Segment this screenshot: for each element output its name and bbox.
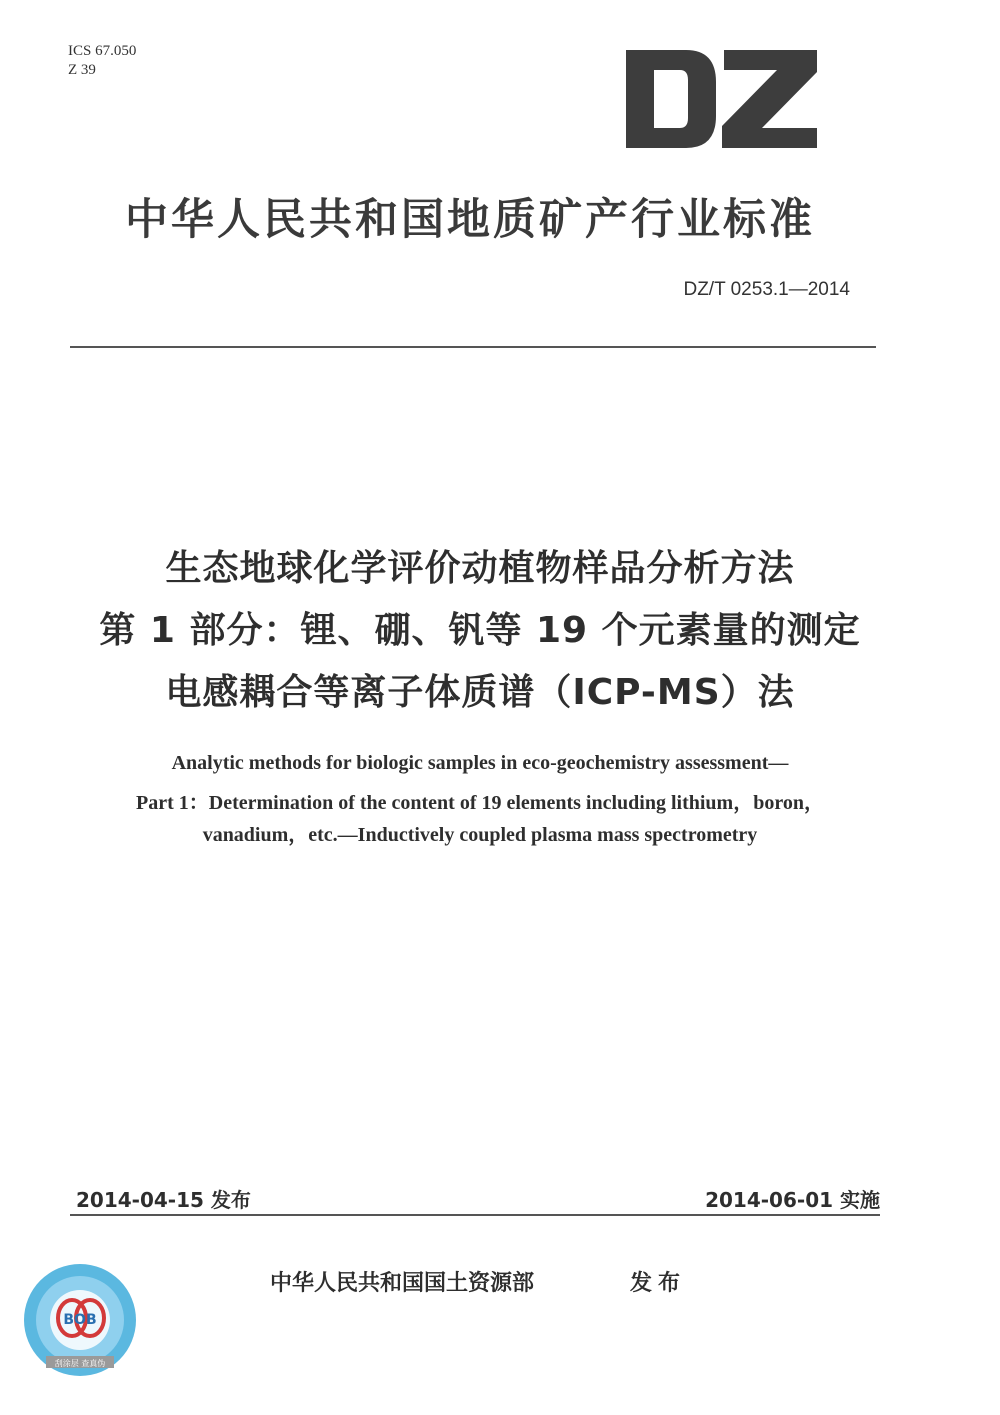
english-title-line-3: vanadium，etc.—Inductively coupled plasma mass spectrometry (202, 824, 758, 846)
anti-counterfeit-stamp (22, 1262, 138, 1378)
publish-date: 2014-04-15 发布 (76, 1188, 251, 1212)
standard-number: DZ/T 0253.1—2014 (683, 279, 850, 300)
implementation-date: 2014-06-01 实施 (705, 1188, 880, 1212)
standard-heading: 中华人民共和国地质矿产行业标准 (125, 195, 815, 245)
ics-code: ICS 67.050 (68, 43, 137, 59)
top-divider (70, 346, 876, 348)
classification-codes (68, 42, 136, 80)
issue-label: 发布 (630, 1271, 687, 1296)
dz-logo (624, 48, 819, 150)
english-title-line-2: Part 1：Determination of the content of 19 elements including lithium，boron， (136, 792, 824, 814)
ccs-code: Z 39 (68, 62, 96, 78)
english-title-line-1: Analytic methods for biologic samples in eco-geochemistry assessment— (171, 752, 789, 774)
chinese-title-line-3: 电感耦合等离子体质谱（ICP-MS）法 (165, 672, 795, 713)
stamp-scratch-label: 刮涂层 查真伪 (54, 1359, 106, 1368)
issuing-authority: 中华人民共和国国土资源部 (270, 1271, 535, 1296)
bottom-divider (70, 1214, 880, 1216)
chinese-title-line-2: 第 1 部分：锂、硼、钒等 19 个元素量的测定 (99, 610, 861, 651)
stamp-emblem: BOB (63, 1312, 97, 1328)
chinese-title-line-1: 生态地球化学评价动植物样品分析方法 (165, 548, 795, 589)
